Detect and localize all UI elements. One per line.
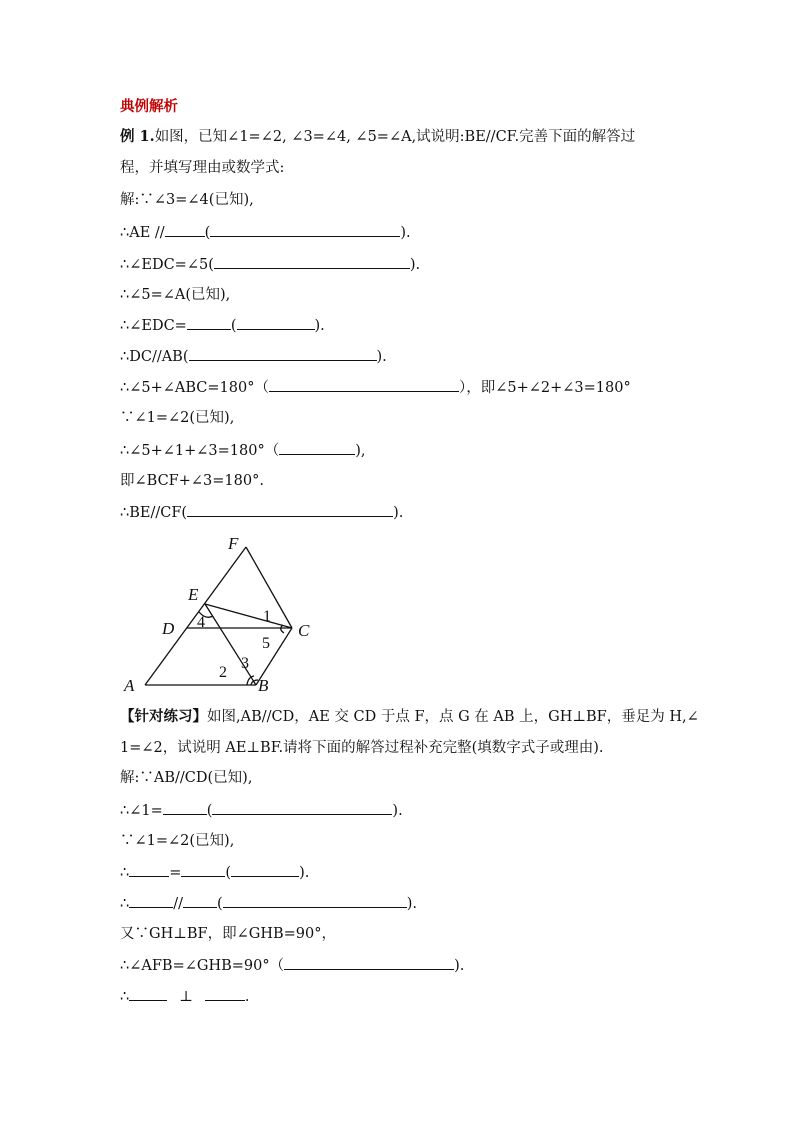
practice-intro-line-1: 【针对练习】如图,AB//CD，AE 交 CD 于点 F，点 G 在 AB 上，GH⊥BF，垂足为 H,∠ — [120, 708, 699, 725]
reason-blank[interactable] — [214, 254, 410, 269]
example-step-8: ∵∠1=∠2(已知), — [120, 410, 235, 426]
point-label-F: F — [228, 534, 239, 553]
reason-blank[interactable] — [187, 502, 393, 517]
practice-step-2: ∴∠1= ( ). — [120, 800, 403, 821]
geometry-figure — [118, 528, 328, 700]
section-heading: 典例解析 — [120, 99, 178, 115]
reason-blank[interactable] — [284, 955, 454, 970]
angle-label-5: 5 — [262, 635, 270, 652]
reason-blank[interactable] — [279, 440, 355, 455]
answer-blank[interactable] — [129, 986, 167, 1001]
example-step-6: ∴DC//AB( ). — [120, 346, 387, 367]
point-label-D: D — [162, 619, 175, 638]
point-label-C: C — [298, 621, 310, 640]
practice-label: 【针对练习】 — [120, 708, 207, 725]
example-step-7: ∴∠5+∠ABC=180°（ ），即∠5+∠2+∠3=180° — [120, 377, 631, 398]
reason-blank[interactable] — [269, 377, 459, 392]
reason-blank[interactable] — [210, 222, 400, 237]
practice-step-3: ∵∠1=∠2(已知), — [120, 833, 235, 849]
example-step-9: ∴∠5+∠1+∠3=180°（ ), — [120, 440, 366, 461]
answer-blank[interactable] — [129, 862, 169, 877]
answer-blank[interactable] — [163, 800, 207, 815]
example-step-4: ∴∠5=∠A(已知), — [120, 287, 231, 303]
practice-step-8: ∴ ⊥ . — [120, 986, 249, 1007]
practice-step-6: 又∵GH⊥BF，即∠GHB=90°， — [120, 926, 336, 942]
reason-blank[interactable] — [231, 862, 299, 877]
answer-blank[interactable] — [165, 222, 205, 237]
angle-label-1: 1 — [263, 608, 271, 625]
point-label-E: E — [188, 585, 199, 604]
segment-AF — [145, 547, 246, 685]
example-step-3: ∴∠EDC=∠5( ). — [120, 254, 420, 275]
example-step-5: ∴∠EDC= ( ). — [120, 315, 325, 336]
example-step-2: ∴AE // ( ). — [120, 222, 411, 243]
answer-blank[interactable] — [183, 893, 217, 908]
reason-blank[interactable] — [223, 893, 407, 908]
example-step-1: 解:∵∠3=∠4(已知), — [120, 192, 254, 208]
example-step-10: 即∠BCF+∠3=180°. — [120, 473, 264, 489]
answer-blank[interactable] — [187, 315, 231, 330]
point-label-B: B — [258, 676, 269, 695]
practice-intro-line-2: 1=∠2，试说明 AE⊥BF.请将下面的解答过程补充完整(填数字式子或理由). — [120, 740, 604, 756]
example-intro-line-1 — [120, 127, 635, 147]
answer-blank[interactable] — [129, 893, 173, 908]
reason-blank[interactable] — [237, 315, 315, 330]
angle-label-4: 4 — [197, 614, 205, 631]
example-intro-text-1: 如图，已知∠1=∠2, ∠3=∠4, ∠5=∠A,试说明:BE//CF.完善下面的解答过 — [154, 129, 636, 145]
angle-label-3: 3 — [241, 655, 249, 672]
answer-blank[interactable] — [205, 986, 245, 1001]
example-intro-line-2: 程，并填写理由或数学式: — [120, 160, 285, 176]
reason-blank[interactable] — [189, 346, 377, 361]
practice-step-5: ∴ // ( ). — [120, 893, 417, 914]
answer-blank[interactable] — [181, 862, 225, 877]
example-label: 例 1. — [120, 128, 155, 145]
practice-step-4: ∴ = ( ). — [120, 862, 309, 883]
practice-step-7: ∴∠AFB=∠GHB=90°（ ). — [120, 955, 464, 976]
practice-step-1: 解:∵AB//CD(已知), — [120, 770, 253, 786]
reason-blank[interactable] — [212, 800, 392, 815]
point-label-A: A — [124, 676, 135, 695]
example-step-11: ∴BE//CF( ). — [120, 502, 403, 523]
angle-label-2: 2 — [219, 664, 227, 681]
